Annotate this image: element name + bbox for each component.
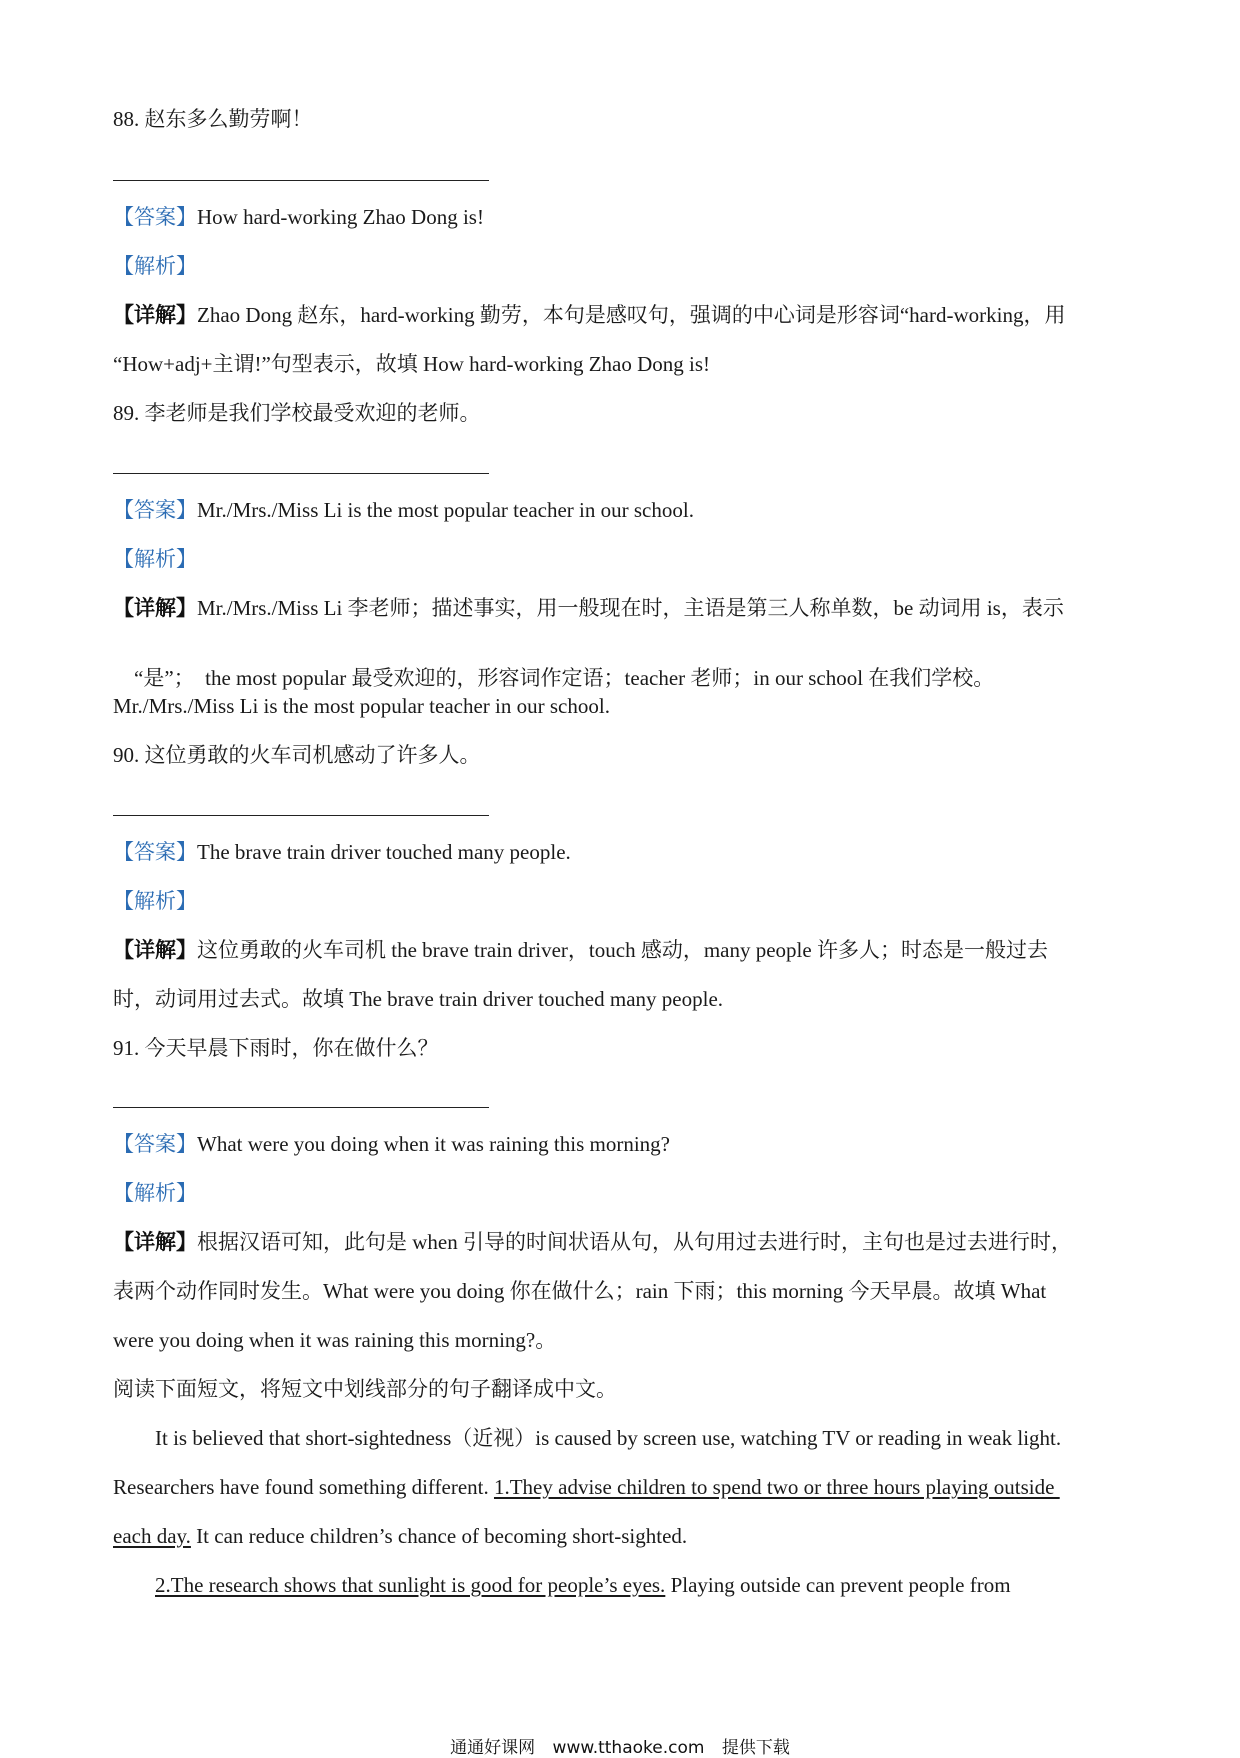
underlined-sentence-1: 1.They advise children to spend two or three hours playing outside: [493, 1475, 1060, 1499]
answer-91: [113, 1134, 670, 1155]
answer-blank-89: [113, 473, 489, 474]
detail-text: Mr./Mrs./Miss Li 李老师；描述事实，用一般现在时，主语是第三人称单数，be 动词用 is，表示: [197, 596, 1064, 620]
detail-89-line1: [113, 598, 1064, 619]
answer-text: How hard-working Zhao Dong is!: [197, 205, 484, 229]
answer-blank-91: [113, 1107, 489, 1108]
answer-tag: 【答案】: [113, 840, 197, 864]
answer-88: [113, 207, 484, 228]
answer-90: [113, 842, 571, 863]
detail-91-line1: [113, 1232, 1072, 1253]
detail-text: were you doing when it was raining this morning?。: [113, 1328, 557, 1352]
passage-p1-line1: [155, 1428, 1061, 1449]
analysis-tag: 【解析】: [113, 1181, 197, 1205]
detail-tag: 【详解】: [113, 303, 197, 327]
analysis-91: [113, 1183, 197, 1204]
question-number: 91.: [113, 1036, 140, 1060]
passage-text: Playing outside can prevent people from: [665, 1573, 1011, 1597]
answer-text: The brave train driver touched many people.: [197, 840, 571, 864]
answer-89: [113, 500, 694, 521]
detail-90-line2: [113, 989, 723, 1010]
answer-text: Mr./Mrs./Miss Li is the most popular teacher in our school.: [197, 498, 694, 522]
answer-tag: 【答案】: [113, 498, 197, 522]
passage-p1-line2: [113, 1477, 1060, 1498]
detail-tag: 【详解】: [113, 596, 197, 620]
detail-text: “是”； the most popular 最受欢迎的，形容词作定语；teacher 老师；in our school 在我们学校。: [134, 666, 995, 690]
passage-text: Researchers have found something different.: [113, 1475, 494, 1499]
detail-91-line3: [113, 1330, 556, 1351]
analysis-90: [113, 891, 197, 912]
instruction-text: 阅读下面短文，将短文中划线部分的句子翻译成中文。: [113, 1377, 617, 1401]
footer-site-name: 通通好课网: [450, 1738, 536, 1758]
question-text: 赵东多么勤劳啊！: [144, 107, 313, 131]
question-91-prompt: [113, 1038, 439, 1059]
question-89-prompt: [113, 403, 481, 424]
detail-text: Zhao Dong 赵东，hard-working 勤劳，本句是感叹句，强调的中心词是形容词“hard-working，用: [197, 303, 1066, 327]
passage-p2-line1: [155, 1575, 1011, 1596]
question-88-prompt: [113, 109, 313, 130]
detail-text: 根据汉语可知，此句是 when 引导的时间状语从句，从句用过去进行时，主句也是过去进行时，: [197, 1230, 1072, 1254]
detail-89-line3: [113, 696, 610, 717]
analysis-tag: 【解析】: [113, 547, 197, 571]
question-text: 李老师是我们学校最受欢迎的老师。: [144, 401, 481, 425]
question-text: 今天早晨下雨时，你在做什么？: [144, 1036, 439, 1060]
question-number: 90.: [113, 743, 140, 767]
passage-text: It can reduce children’s chance of becoming short-sighted.: [190, 1524, 688, 1548]
analysis-88: [113, 256, 197, 277]
analysis-89: [113, 549, 197, 570]
question-number: 88.: [113, 107, 140, 131]
answer-text: What were you doing when it was raining this morning?: [197, 1132, 670, 1156]
detail-88-line1: [113, 305, 1065, 326]
detail-text: 表两个动作同时发生。What were you doing 你在做什么；rain 下雨；this morning 今天早晨。故填 What: [113, 1279, 1047, 1303]
detail-tag: 【详解】: [113, 1230, 197, 1254]
footer-url[interactable]: www.tthaoke.com: [552, 1738, 705, 1758]
question-text: 这位勇敢的火车司机感动了许多人。: [144, 743, 481, 767]
detail-90-line1: [113, 940, 1048, 961]
detail-tag: 【详解】: [113, 938, 197, 962]
detail-91-line2: [113, 1281, 1046, 1302]
passage-p1-line3: [113, 1526, 687, 1547]
detail-text: “How+adj+主谓!”句型表示，故填 How hard-working Zhao Dong is!: [113, 352, 711, 376]
detail-text: Mr./Mrs./Miss Li is the most popular teacher in our school.: [113, 694, 610, 718]
analysis-tag: 【解析】: [113, 889, 197, 913]
answer-blank-90: [113, 815, 489, 816]
answer-tag: 【答案】: [113, 1132, 197, 1156]
detail-text: 这位勇敢的火车司机 the brave train driver，touch 感动，many people 许多人；时态是一般过去: [197, 938, 1048, 962]
detail-text: 时，动词用过去式。故填 The brave train driver touched many people.: [113, 987, 724, 1011]
answer-blank-88: [113, 180, 489, 181]
footer-tagline: 提供下载: [721, 1738, 790, 1758]
reading-instruction: [113, 1379, 617, 1400]
question-number: 89.: [113, 401, 140, 425]
question-90-prompt: [113, 745, 481, 766]
page-footer: [0, 1733, 1240, 1758]
underlined-sentence-2: 2.The research shows that sunlight is good for people’s eyes.: [155, 1573, 666, 1597]
passage-text: It is believed that short-sightedness（近视）is caused by screen use, watching TV or reading in weak light.: [155, 1426, 1062, 1450]
answer-tag: 【答案】: [113, 205, 197, 229]
analysis-tag: 【解析】: [113, 254, 197, 278]
detail-88-line2: [113, 354, 710, 375]
underlined-sentence-1-end: each day.: [113, 1524, 191, 1548]
